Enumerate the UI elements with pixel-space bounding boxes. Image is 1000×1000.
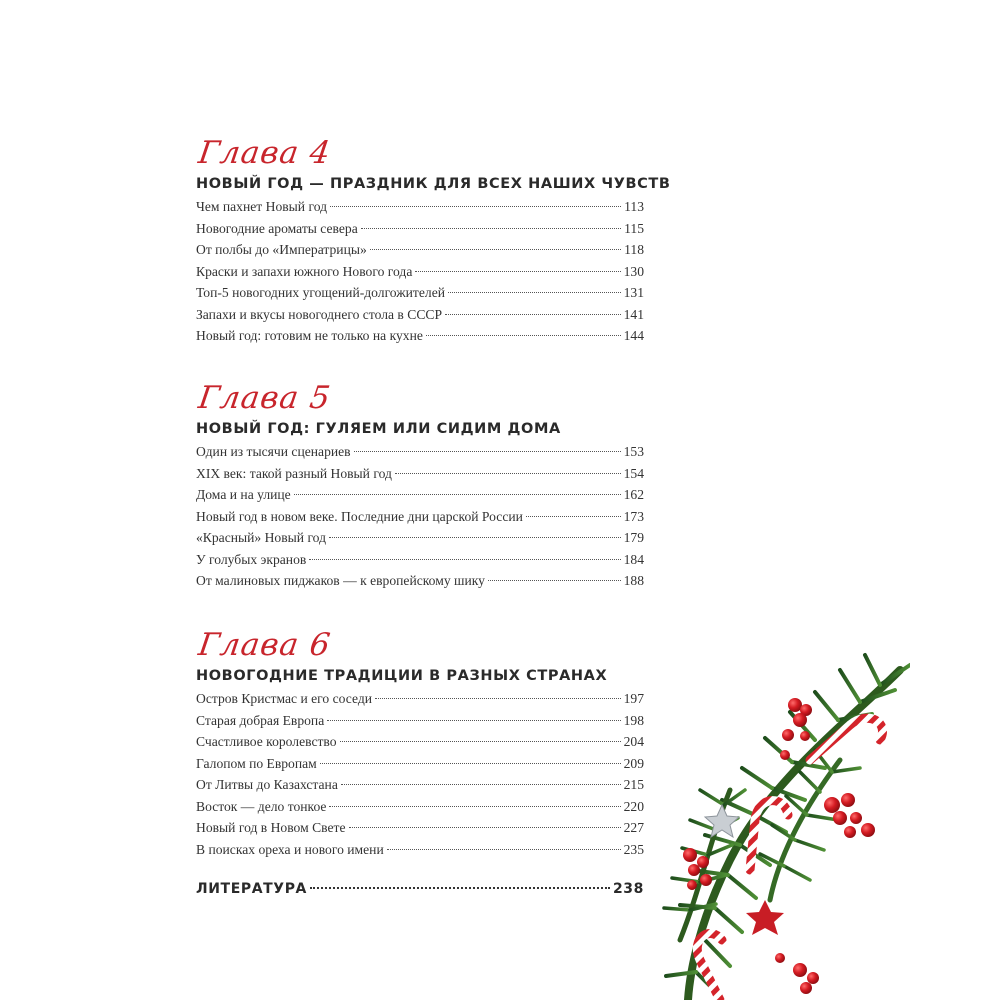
toc-entry[interactable] [196,817,644,839]
toc-entry-page: 227 [623,820,644,835]
chapter-4-section [196,133,671,347]
dot-leader [426,335,621,336]
chapter-label: Глава 4 [196,135,334,171]
toc-entry[interactable] [196,839,644,861]
toc-entry-page: 173 [623,508,644,524]
toc-entry-page: 209 [623,755,644,771]
toc-entry-title: Краски и запахи южного Нового года [196,263,413,279]
dot-leader [330,206,621,207]
toc-entry-title: От полбы до «Императрицы» [196,242,367,257]
toc-entry-page: 179 [623,530,644,545]
toc-entry-page: 162 [623,487,644,502]
chapter-title: НОВОГОДНИЕ ТРАДИЦИИ В РАЗНЫХ СТРАНАХ [196,668,608,684]
toc-entry[interactable] [196,325,644,347]
toc-entry[interactable] [196,239,644,261]
toc-entry[interactable] [196,441,644,463]
toc-entry[interactable] [196,688,644,710]
toc-entry[interactable] [196,753,644,775]
toc-entry-title: XIX век: такой разный Новый год [196,465,392,481]
toc-entry-page: 131 [623,285,644,300]
toc-entry-title: Старая добрая Европа [196,712,325,728]
toc-entry[interactable] [196,304,644,326]
toc-entry-page: 153 [623,444,644,459]
toc-entry-page: 197 [623,691,644,706]
chapter-label: Глава 5 [196,380,334,416]
toc-entry-page: 154 [623,465,644,481]
toc-entry[interactable] [196,710,644,732]
dot-leader [445,314,621,315]
dot-leader [354,451,621,452]
dot-leader [370,249,621,250]
toc-entry[interactable] [196,796,644,818]
toc-entry-title: Топ-5 новогодних угощений-долгожителей [196,285,446,300]
literature-entry[interactable] [196,878,644,900]
toc-entry-title: Восток — дело тонкое [196,798,327,814]
dot-leader [341,784,621,785]
toc-entry-title: Новый год в Новом Свете [196,820,346,835]
toc-entry[interactable] [196,549,644,571]
dot-leader [448,292,621,293]
toc-entry-page: 130 [623,263,644,279]
dot-leader [329,806,620,807]
toc-entry-page: 220 [623,798,644,814]
toc-list [196,196,644,347]
literature-page: 238 [612,881,644,897]
toc-entry-page: 141 [623,306,644,322]
toc-entry-page: 118 [624,242,644,257]
toc-entry-title: Галопом по Европам [196,755,317,771]
toc-entry[interactable] [196,196,644,218]
toc-entry[interactable] [196,463,644,485]
dot-leader [294,494,621,495]
toc-entry-page: 204 [623,734,644,749]
chapter-title: НОВЫЙ ГОД: ГУЛЯЕМ ИЛИ СИДИМ ДОМА [196,421,561,437]
toc-entry-page: 188 [623,573,644,588]
toc-entry-title: Новый год в новом веке. Последние дни царской России [196,508,523,524]
toc-entry-title: Остров Кристмас и его соседи [196,691,373,706]
chapter-label: Глава 6 [196,627,334,663]
dot-leader [327,720,620,721]
toc-entry-title: Новогодние ароматы севера [196,220,358,236]
toc-entry-title: «Красный» Новый год [196,530,327,545]
toc-entry-title: Запахи и вкусы новогоднего стола в СССР [196,306,443,322]
toc-entry-title: У голубых экранов [196,551,307,567]
dot-leader [415,271,620,272]
toc-entry-title: В поисках ореха и нового имени [196,841,384,857]
silver-star-icon [705,805,739,837]
literature-title: ЛИТЕРАТУРА [196,881,307,897]
toc-entry[interactable] [196,218,644,240]
toc-entry[interactable] [196,774,644,796]
toc-entry-page: 115 [624,220,644,236]
toc-entry[interactable] [196,506,644,528]
toc-entry-page: 113 [624,199,644,214]
dot-leader [526,516,621,517]
toc-entry[interactable] [196,484,644,506]
toc-entry[interactable] [196,261,644,283]
toc-entry-page: 215 [623,777,644,792]
toc-entry-page: 144 [623,328,644,343]
chapter-5-section [196,378,644,592]
toc-entry[interactable] [196,527,644,549]
dot-leader [320,763,621,764]
toc-entry[interactable] [196,570,644,592]
toc-entry-title: Дома и на улице [196,487,291,502]
toc-entry-page: 235 [623,841,644,857]
toc-entry[interactable] [196,731,644,753]
toc-entry-title: Счастливое королевство [196,734,337,749]
dot-leader [387,849,621,850]
toc-list [196,441,644,592]
chapter-6-section [196,625,644,860]
dot-leader [340,741,621,742]
toc-entry[interactable] [196,282,644,304]
dot-leader [395,473,621,474]
dot-leader [349,827,621,828]
dot-leader [310,887,610,889]
toc-entry-title: От малиновых пиджаков — к европейскому шику [196,573,485,588]
toc-entry-title: Новый год: готовим не только на кухне [196,328,423,343]
dot-leader [488,580,621,581]
christmas-wreath-decoration [610,640,910,1000]
toc-entry-page: 184 [623,551,644,567]
chapter-title: НОВЫЙ ГОД — ПРАЗДНИК ДЛЯ ВСЕХ НАШИХ ЧУВСТВ [196,176,671,192]
toc-entry-page: 198 [623,712,644,728]
toc-entry-title: От Литвы до Казахстана [196,777,338,792]
toc-list [196,688,644,860]
dot-leader [361,228,621,229]
dot-leader [329,537,621,538]
toc-entry-title: Один из тысячи сценариев [196,444,351,459]
red-star-icon [746,900,784,935]
toc-entry-title: Чем пахнет Новый год [196,199,328,214]
dot-leader [309,559,620,560]
dot-leader [375,698,621,699]
